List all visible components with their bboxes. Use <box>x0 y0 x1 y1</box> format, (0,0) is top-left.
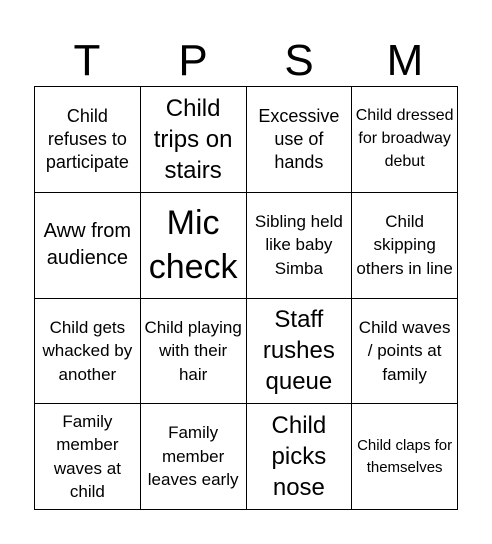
bingo-cell[interactable]: Child picks nose <box>247 404 353 510</box>
bingo-cell[interactable]: Excessive use of hands <box>247 87 353 193</box>
bingo-cell[interactable]: Mic check <box>141 193 247 299</box>
bingo-cell[interactable]: Child claps for themselves <box>352 404 458 510</box>
bingo-header <box>34 36 458 86</box>
bingo-cell[interactable]: Child waves / points at family <box>352 299 458 405</box>
header-letter-t: T <box>73 36 101 85</box>
bingo-cell[interactable]: Sibling held like baby Simba <box>247 193 353 299</box>
bingo-cell[interactable]: Family member waves at child <box>35 404 141 510</box>
bingo-cell[interactable]: Child skipping others in line <box>352 193 458 299</box>
header-letter-m: M <box>386 36 424 85</box>
bingo-cell[interactable]: Child dressed for broadway debut <box>352 87 458 193</box>
bingo-cell[interactable]: Child playing with their hair <box>141 299 247 405</box>
bingo-cell[interactable]: Family member leaves early <box>141 404 247 510</box>
bingo-cell[interactable]: Child gets whacked by another <box>35 299 141 405</box>
bingo-cell[interactable]: Staff rushes queue <box>247 299 353 405</box>
bingo-cell[interactable]: Child trips on stairs <box>141 87 247 193</box>
bingo-grid <box>34 86 458 510</box>
bingo-cell[interactable]: Aww from audience <box>35 193 141 299</box>
header-letter-s: S <box>284 36 314 85</box>
header-letter-p: P <box>178 36 208 85</box>
bingo-cell[interactable]: Child refuses to participate <box>35 87 141 193</box>
